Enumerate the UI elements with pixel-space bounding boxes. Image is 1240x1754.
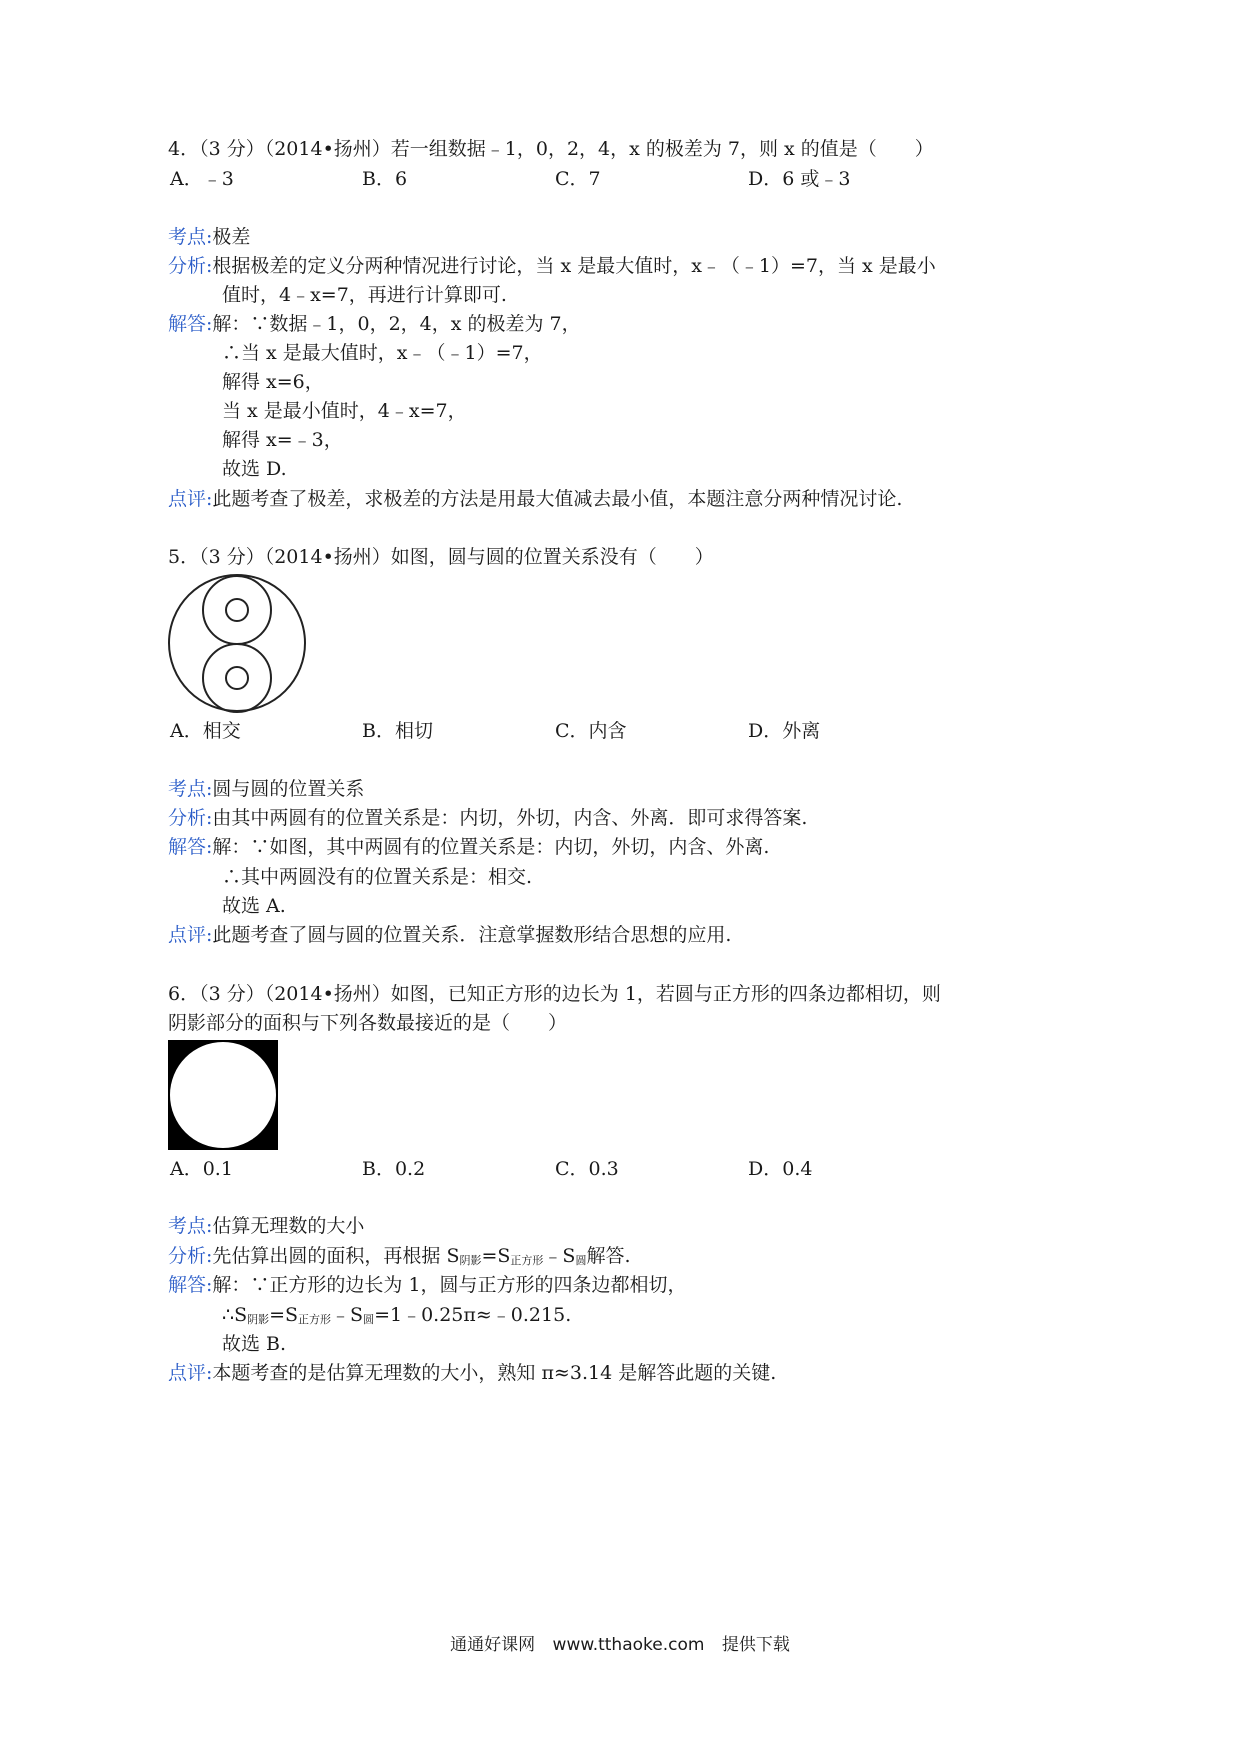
q6-option-a: A．0.1 <box>170 1158 233 1180</box>
q4-option-c: C．7 <box>555 168 601 190</box>
q6-fenxi: 分析:先估算出圆的面积，再根据 $S_{阴影}=S_{正方形}﹣S_圆$解答. <box>168 1245 631 1267</box>
q5-stem: 5．（3 分）（2014•扬州）如图，圆与圆的位置关系没有（ ） <box>168 546 714 568</box>
q6-option-d: D．0.4 <box>748 1158 813 1180</box>
q6-kaodian: 考点:估算无理数的大小 <box>168 1215 365 1237</box>
q4-jieda-line3: 解得 x=6， <box>222 371 324 393</box>
page-footer <box>0 1632 1240 1658</box>
q4-jieda: 解答:解：∵数据﹣1，0，2，4，x 的极差为 7， <box>168 313 581 335</box>
q5-kaodian: 考点:圆与圆的位置关系 <box>168 778 365 800</box>
q5-fenxi: 分析:由其中两圆有的位置关系是：内切，外切，内含、外离．即可求得答案. <box>168 807 808 829</box>
q6-stem-line2: 阴影部分的面积与下列各数最接近的是（ ） <box>168 1012 568 1034</box>
q4-jieda-line2: ∴当 x 是最大值时，x﹣（﹣1）=7， <box>222 342 543 364</box>
q5-dianping: 点评:此题考查了圆与圆的位置关系．注意掌握数形结合思想的应用. <box>168 924 732 946</box>
q6-stem: 6．（3 分）（2014•扬州）如图，已知正方形的边长为 1，若圆与正方形的四条边都相切，则 <box>168 983 941 1005</box>
q5-option-d: D．外离 <box>748 720 821 742</box>
upper-small-circle <box>226 599 248 621</box>
q6-square-circle-figure <box>168 1040 278 1150</box>
inscribed-circle <box>170 1042 276 1148</box>
q4-option-b: B．6 <box>362 168 408 190</box>
q4-jieda-line4: 当 x 是最小值时，4﹣x=7， <box>222 400 467 422</box>
q4-kaodian: 考点:极差 <box>168 226 251 248</box>
q6-jieda: 解答:解：∵正方形的边长为 1，圆与正方形的四条边都相切， <box>168 1274 687 1296</box>
footer-site-name: 通通好课网 <box>450 1635 536 1655</box>
q4-dianping: 点评:此题考查了极差，求极差的方法是用最大值减去最小值，本题注意分两种情况讨论. <box>168 488 903 510</box>
q4-fenxi-line2: 值时，4﹣x=7，再进行计算即可. <box>222 284 507 306</box>
footer-url[interactable]: www.tthaoke.com <box>552 1635 705 1655</box>
q4-option-a: A．﹣3 <box>170 168 234 190</box>
q6-jieda-line3: 故选 B. <box>222 1333 287 1355</box>
upper-middle-circle <box>203 576 271 644</box>
q5-jieda-line2: ∴其中两圆没有的位置关系是：相交. <box>222 866 533 888</box>
q4-jieda-line6: 故选 D. <box>222 458 287 480</box>
q4-stem: 4．（3 分）（2014•扬州）若一组数据﹣1，0，2，4，x 的极差为 7，则 x 的值是（ ） <box>168 138 934 160</box>
lower-small-circle <box>226 667 248 689</box>
q5-circles-figure <box>166 572 310 716</box>
q6-option-c: C．0.3 <box>555 1158 619 1180</box>
q5-option-c: C．内含 <box>555 720 627 742</box>
q6-option-b: B．0.2 <box>362 1158 426 1180</box>
q5-jieda-line3: 故选 A. <box>222 895 286 917</box>
q6-dianping: 点评:本题考查的是估算无理数的大小，熟知 π≈3.14 是解答此题的关键. <box>168 1362 777 1384</box>
lower-middle-circle <box>203 644 271 712</box>
q5-option-a: A．相交 <box>170 720 241 742</box>
footer-note: 提供下载 <box>721 1635 790 1655</box>
q6-jieda-line2: $\therefore S_{阴影}=S_{正方形}﹣S_圆=1﹣0.25\pi\approx﹣0.215$. <box>222 1304 572 1326</box>
q4-option-d: D．6 或﹣3 <box>748 168 851 190</box>
q5-option-b: B．相切 <box>362 720 433 742</box>
q5-jieda: 解答:解：∵如图，其中两圆有的位置关系是：内切，外切，内含、外离. <box>168 836 770 858</box>
q4-jieda-line5: 解得 x=﹣3， <box>222 429 343 451</box>
q4-fenxi: 分析:根据极差的定义分两种情况进行讨论，当 x 是最大值时，x﹣（﹣1）=7，当 x 是最小 <box>168 255 936 277</box>
